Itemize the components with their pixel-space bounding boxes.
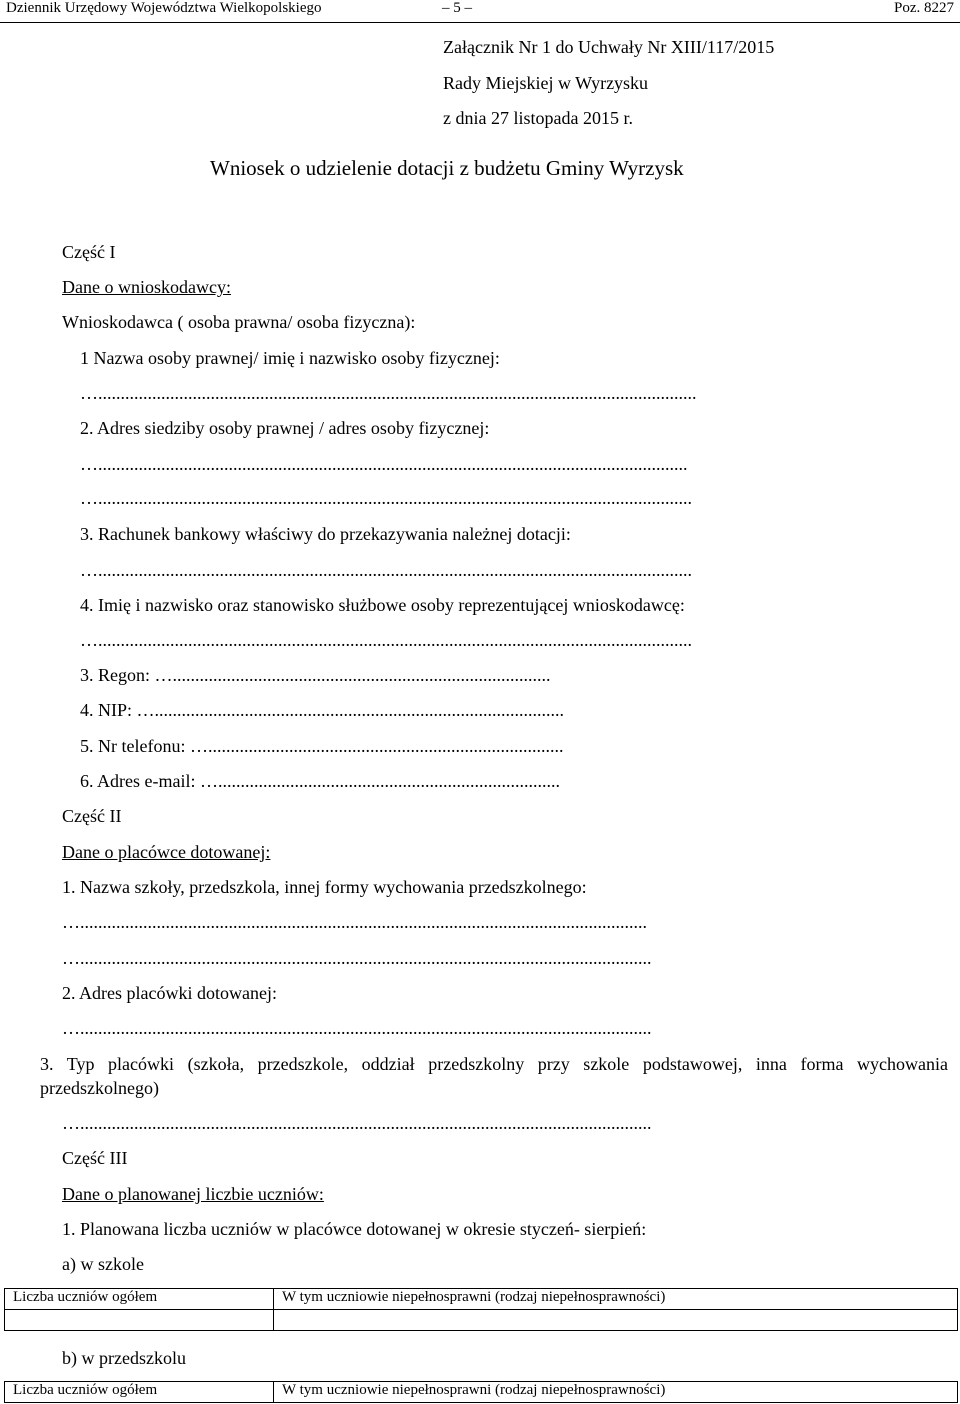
representative-field[interactable]: ….................................................................................................................................... [80, 630, 692, 650]
institution-type-field[interactable]: …............................................................................................................................... [62, 1113, 652, 1133]
total-students-header: Liczba uczniów ogółem [5, 1382, 274, 1403]
journal-name: Dziennik Urzędowy Województwa Wielkopolskiego [6, 0, 322, 16]
applicant-address-label: 2. Adres siedziby osoby prawnej / adres osoby fizycznej: [80, 418, 490, 438]
annex-line-1: Załącznik Nr 1 do Uchwały Nr XIII/117/2015 [443, 37, 775, 57]
page-number: – 5 – [442, 0, 472, 16]
disabled-students-cell[interactable] [274, 1310, 958, 1331]
position-number: Poz. 8227 [894, 0, 954, 16]
email-field[interactable]: 6. Adres e-mail: …............................................................................ [80, 771, 560, 791]
part3-subheading: Dane o planowanej liczbie uczniów: [62, 1184, 324, 1204]
page-header [0, 0, 960, 22]
applicant-address-field-1[interactable]: …................................................................................................................................... [80, 454, 688, 474]
institution-address-label: 2. Adres placówki dotowanej: [62, 983, 277, 1003]
header-divider [0, 22, 960, 23]
institution-address-field[interactable]: …............................................................................................................................... [62, 1018, 652, 1038]
school-label: a) w szkole [62, 1254, 144, 1274]
preschool-label: b) w przedszkolu [62, 1348, 186, 1368]
part2-heading: Część II [62, 806, 122, 826]
nip-field[interactable]: 4. NIP: …........................................................................................... [80, 700, 565, 720]
preschool-students-table [4, 1381, 958, 1403]
phone-field[interactable]: 5. Nr telefonu: …............................................................................... [80, 736, 564, 756]
applicant-address-field-2[interactable]: ….................................................................................................................................... [80, 488, 692, 508]
document-title: Wniosek o udzielenie dotacji z budżetu Gminy Wyrzysk [210, 156, 684, 180]
school-students-table [4, 1288, 958, 1331]
regon-field[interactable]: 3. Regon: ….................................................................................... [80, 665, 551, 685]
part2-subheading: Dane o placówce dotowanej: [62, 842, 271, 862]
part1-subheading: Dane o wnioskodawcy: [62, 277, 231, 297]
applicant-label: Wnioskodawca ( osoba prawna/ osoba fizyczna): [62, 312, 416, 332]
applicant-name-field[interactable]: …..................................................................................................................................... [80, 383, 697, 403]
part3-heading: Część III [62, 1148, 128, 1168]
bank-account-label: 3. Rachunek bankowy właściwy do przekazywania należnej dotacji: [80, 524, 571, 544]
disabled-students-header: W tym uczniowie niepełnosprawni (rodzaj niepełnosprawności) [274, 1289, 958, 1310]
applicant-name-label: 1 Nazwa osoby prawnej/ imię i nazwisko osoby fizycznej: [80, 348, 500, 368]
annex-line-2: Rady Miejskiej w Wyrzysku [443, 73, 649, 93]
institution-type-label: 3. Typ placówki (szkoła, przedszkole, oddział przedszkolny przy szkole podstawowej, inna forma wychowania przedszkolnego) [40, 1054, 948, 1098]
planned-students-label: 1. Planowana liczba uczniów w placówce dotowanej w okresie styczeń- sierpień: [62, 1219, 647, 1239]
annex-line-3: z dnia 27 listopada 2015 r. [443, 108, 633, 128]
institution-name-label: 1. Nazwa szkoły, przedszkola, innej formy wychowania przedszkolnego: [62, 877, 587, 897]
institution-name-field-2[interactable]: …............................................................................................................................... [62, 948, 652, 968]
disabled-students-header: W tym uczniowie niepełnosprawni (rodzaj niepełnosprawności) [274, 1382, 958, 1403]
part1-heading: Część I [62, 242, 116, 262]
bank-account-field[interactable]: ….................................................................................................................................... [80, 560, 692, 580]
table-header-row [5, 1382, 958, 1403]
total-students-header: Liczba uczniów ogółem [5, 1289, 274, 1310]
representative-label: 4. Imię i nazwisko oraz stanowisko służbowe osoby reprezentującej wnioskodawcę: [80, 595, 685, 615]
institution-name-field-1[interactable]: ….............................................................................................................................. [62, 912, 647, 932]
total-students-cell[interactable] [5, 1310, 274, 1331]
table-row [5, 1310, 958, 1331]
table-header-row [5, 1289, 958, 1310]
